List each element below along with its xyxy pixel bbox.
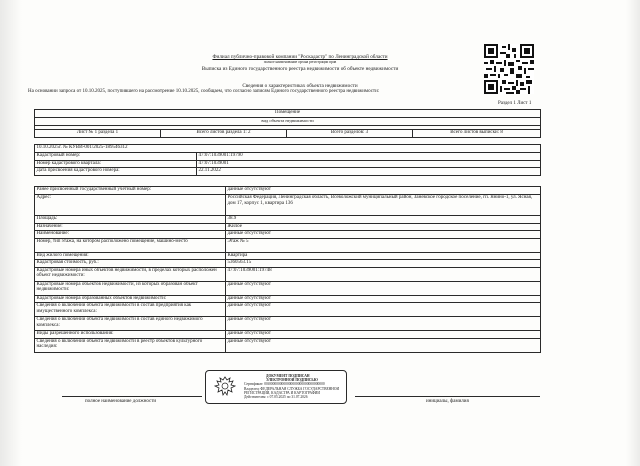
object-type-table <box>34 109 541 138</box>
row-label: Дата присвоения кадастрового номера: <box>35 168 197 176</box>
row-label: Номер кадастрового квартала: <box>35 160 197 168</box>
detail-label: Наименование: <box>35 231 226 239</box>
document-subtitle: Сведения о характеристиках объекта недвижимости <box>242 83 358 89</box>
org-name: Филиал публично-правовой компании "Роскадастр" по Ленинградской области <box>212 54 388 60</box>
detail-label: Сведения о включении объекта недвижимости в состав предприятия как имущественного комплекса: <box>35 303 226 317</box>
row-value: 47:07:1039001 <box>197 160 541 168</box>
sheet-number: Лист № 1 раздела 1 <box>35 130 161 138</box>
detail-value: Квартира <box>226 252 541 260</box>
electronic-signature-stamp <box>205 370 347 404</box>
total-sections: Всего разделов: 3 <box>287 130 413 138</box>
detail-value: данные отсутствуют <box>226 295 541 303</box>
row-label: Кадастровый номер: <box>35 153 197 161</box>
detail-label: Кадастровые номера иных объектов недвижимости, в пределах которых расположен объект недвижимости: <box>35 267 226 281</box>
total-sheets-section: Всего листов раздела 1: 2 <box>161 130 287 138</box>
scan-shadow-right <box>626 0 640 466</box>
detail-label: Кадастровые номера объектов недвижимости, из которых образован объект недвижимости: <box>35 281 226 295</box>
qr-code-icon <box>484 44 534 94</box>
stamp-line: Сертификат: 00f0000000000000000000000000000000 <box>244 382 325 387</box>
total-sheets: Всего листов выписки: 8 <box>413 130 541 138</box>
stamp-line: РЕГИСТРАЦИИ, КАДАСТРА И КАРТОГРАФИИ <box>244 390 320 395</box>
scan-shadow-left <box>0 0 22 466</box>
stamp-line: Действителен: с 07.05.2025 по 31.07.2026 <box>244 395 308 400</box>
detail-label: Кадастровая стоимость, руб.: <box>35 260 226 268</box>
request-basis: На основании запроса от 10.10.2025, поступившего на рассмотрение 10.10.2025, сообщаем, что согласно записям Единого государственного реестра недвижимости: <box>28 89 380 94</box>
document-title: Выписка из Единого государственного реестра недвижимости об объекте недвижимости <box>201 66 399 72</box>
detail-value: данные отсутствуют <box>226 303 541 317</box>
detail-value: Российская Федерация, Ленинградская область, Всеволожский муниципальный район, Заневское городское поселение, гп. Янино-1, ул. Ясная, дом 17, корпус 1, квартира 136 <box>226 195 541 216</box>
detail-value: данные отсутствуют <box>226 187 541 195</box>
detail-value: данные отсутствуют <box>226 338 541 352</box>
detail-label: Вид жилого помещения: <box>35 252 226 260</box>
detail-value: данные отсутствуют <box>226 331 541 339</box>
coat-of-arms-icon <box>212 375 238 399</box>
detail-value: 5360563.15 <box>226 260 541 268</box>
detail-value: данные отсутствуют <box>226 317 541 331</box>
object-type: Помещение <box>35 110 541 118</box>
detail-label: Кадастровые номера образованных объектов недвижимости: <box>35 295 226 303</box>
row-value: 47:07:1039001:19790 <box>197 153 541 161</box>
stamp-line: ДОКУМЕНТ ПОДПИСАН <box>266 374 310 378</box>
name-caption: инициалы, фамилия <box>426 399 469 404</box>
org-caption: полное наименование органа регистрации прав <box>263 60 337 64</box>
section-label: Раздел 1 Лист 1 <box>498 101 532 106</box>
position-caption: полное наименование должности <box>85 399 157 404</box>
cadastral-table <box>34 144 541 176</box>
detail-value: Жилое <box>226 223 541 231</box>
detail-label: Сведения о включении объекта недвижимости в состав единого недвижимого комплекса: <box>35 317 226 331</box>
row-value: 22.11.2022 <box>197 168 541 176</box>
detail-value: 38.9 <box>226 216 541 224</box>
detail-label: Назначение: <box>35 223 226 231</box>
stamp-line: ЭЛЕКТРОННОЙ ПОДПИСЬЮ <box>266 378 318 383</box>
details-table <box>34 186 541 353</box>
detail-label: Виды разрешенного использования: <box>35 331 226 339</box>
stamp-line: Владелец: ФЕДЕРАЛЬНАЯ СЛУЖБА ГОСУДАРСТВЕННОЙ <box>244 386 340 391</box>
detail-label: Площадь: <box>35 216 226 224</box>
detail-value: данные отсутствуют <box>226 281 541 295</box>
detail-label: Ранее присвоенный государственный учетный номер: <box>35 187 226 195</box>
detail-value: Этаж № 5 <box>226 238 541 252</box>
position-line <box>62 396 202 397</box>
name-line <box>355 396 540 397</box>
request-date-number: 10.10.2025г. № КУВИ-001/2025-189546312 <box>35 145 541 153</box>
detail-label: Адрес: <box>35 195 226 216</box>
object-type-caption: вид объекта недвижимости <box>35 118 541 126</box>
detail-value: 47:07:1039001:19748 <box>226 267 541 281</box>
detail-value: данные отсутствуют <box>226 231 541 239</box>
detail-label: Сведения о включении объекта недвижимости в реестр объектов культурного наследия: <box>35 338 226 352</box>
detail-label: Номер, тип этажа, на котором расположено помещение, машино-место <box>35 238 226 252</box>
